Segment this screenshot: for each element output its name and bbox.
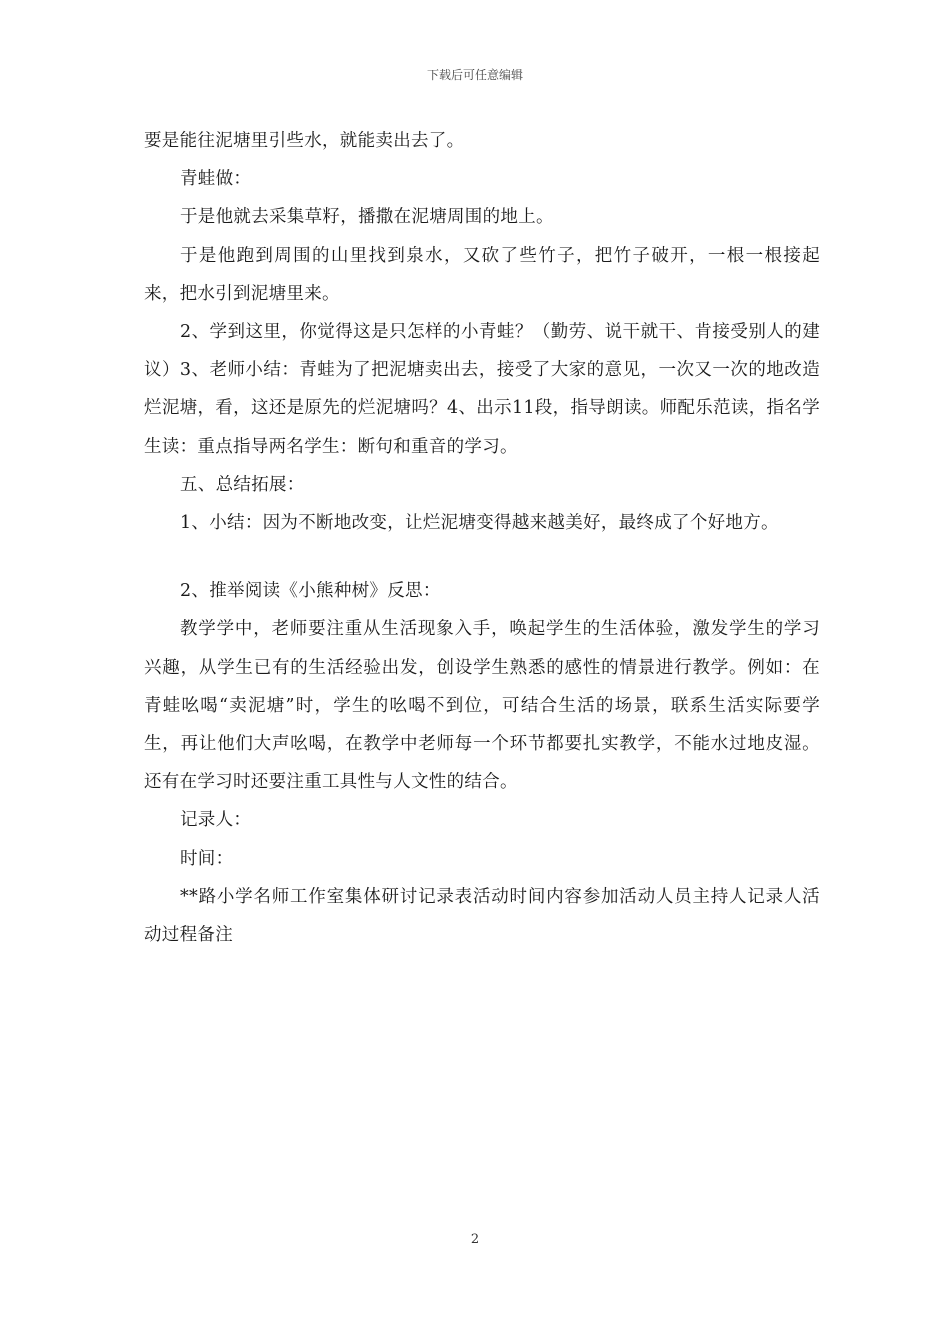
paragraph-gap xyxy=(144,542,820,572)
paragraph-bamboo-water: 于是他跑到周围的山里找到泉水，又砍了些竹子，把竹子破开，一根一根接起来，把水引到泥塘里来。 xyxy=(144,245,820,304)
paragraph-grass-seeds: 于是他就去采集草籽，播撒在泥塘周围的地上。 xyxy=(180,207,554,228)
document-body xyxy=(144,122,820,954)
page-header: 下载后可任意编辑 xyxy=(426,68,523,82)
paragraph-reading-recommendation: 2、推举阅读《小熊种树》反思： xyxy=(180,581,441,602)
recorder-label: 记录人： xyxy=(180,810,252,831)
time-label: 时间： xyxy=(180,848,234,869)
section-heading-summary: 五、总结拓展： xyxy=(180,474,305,495)
paragraph-pond-water: 要是能往泥塘里引些水，就能卖出去了。 xyxy=(144,131,465,151)
paragraph-frog-action: 青蛙做： xyxy=(180,169,252,190)
paragraph-record-table: **路小学名师工作室集体研讨记录表活动时间内容参加活动人员主持人记录人活动过程备注 xyxy=(144,886,820,946)
paragraph-summary: 1、小结：因为不断地改变，让烂泥塘变得越来越美好，最终成了个好地方。 xyxy=(180,513,779,534)
paragraph-lesson-questions: 2、学到这里，你觉得这是只怎样的小青蛙？（勤劳、说干就干、肯接受别人的建议）3、老师小结：青蛙为了把泥塘卖出去，接受了大家的意见，一次又一次的地改造烂泥塘，看，这还是原先的烂泥塘吗？4、出示11段，指导朗读。师配乐范读，指名学生读：重点指导两名学生：断句和重音的学习。 xyxy=(144,322,820,457)
page-number: 2 xyxy=(470,1232,480,1247)
paragraph-reflection: 教学学中，老师要注重从生活现象入手，唤起学生的生活体验，激发学生的学习兴趣，从学生已有的生活经验出发，创设学生熟悉的感性的情景进行教学。例如：在青蛙吆喝“卖泥塘”时，学生的吆喝不到位，可结合生活的场景，联系生活实际要学生，再让他们大声吆喝，在教学中老师每一个环节都要扎实教学，不能水过地皮湿。还有在学习时还要注重工具性与人文性的结合。 xyxy=(144,619,820,793)
